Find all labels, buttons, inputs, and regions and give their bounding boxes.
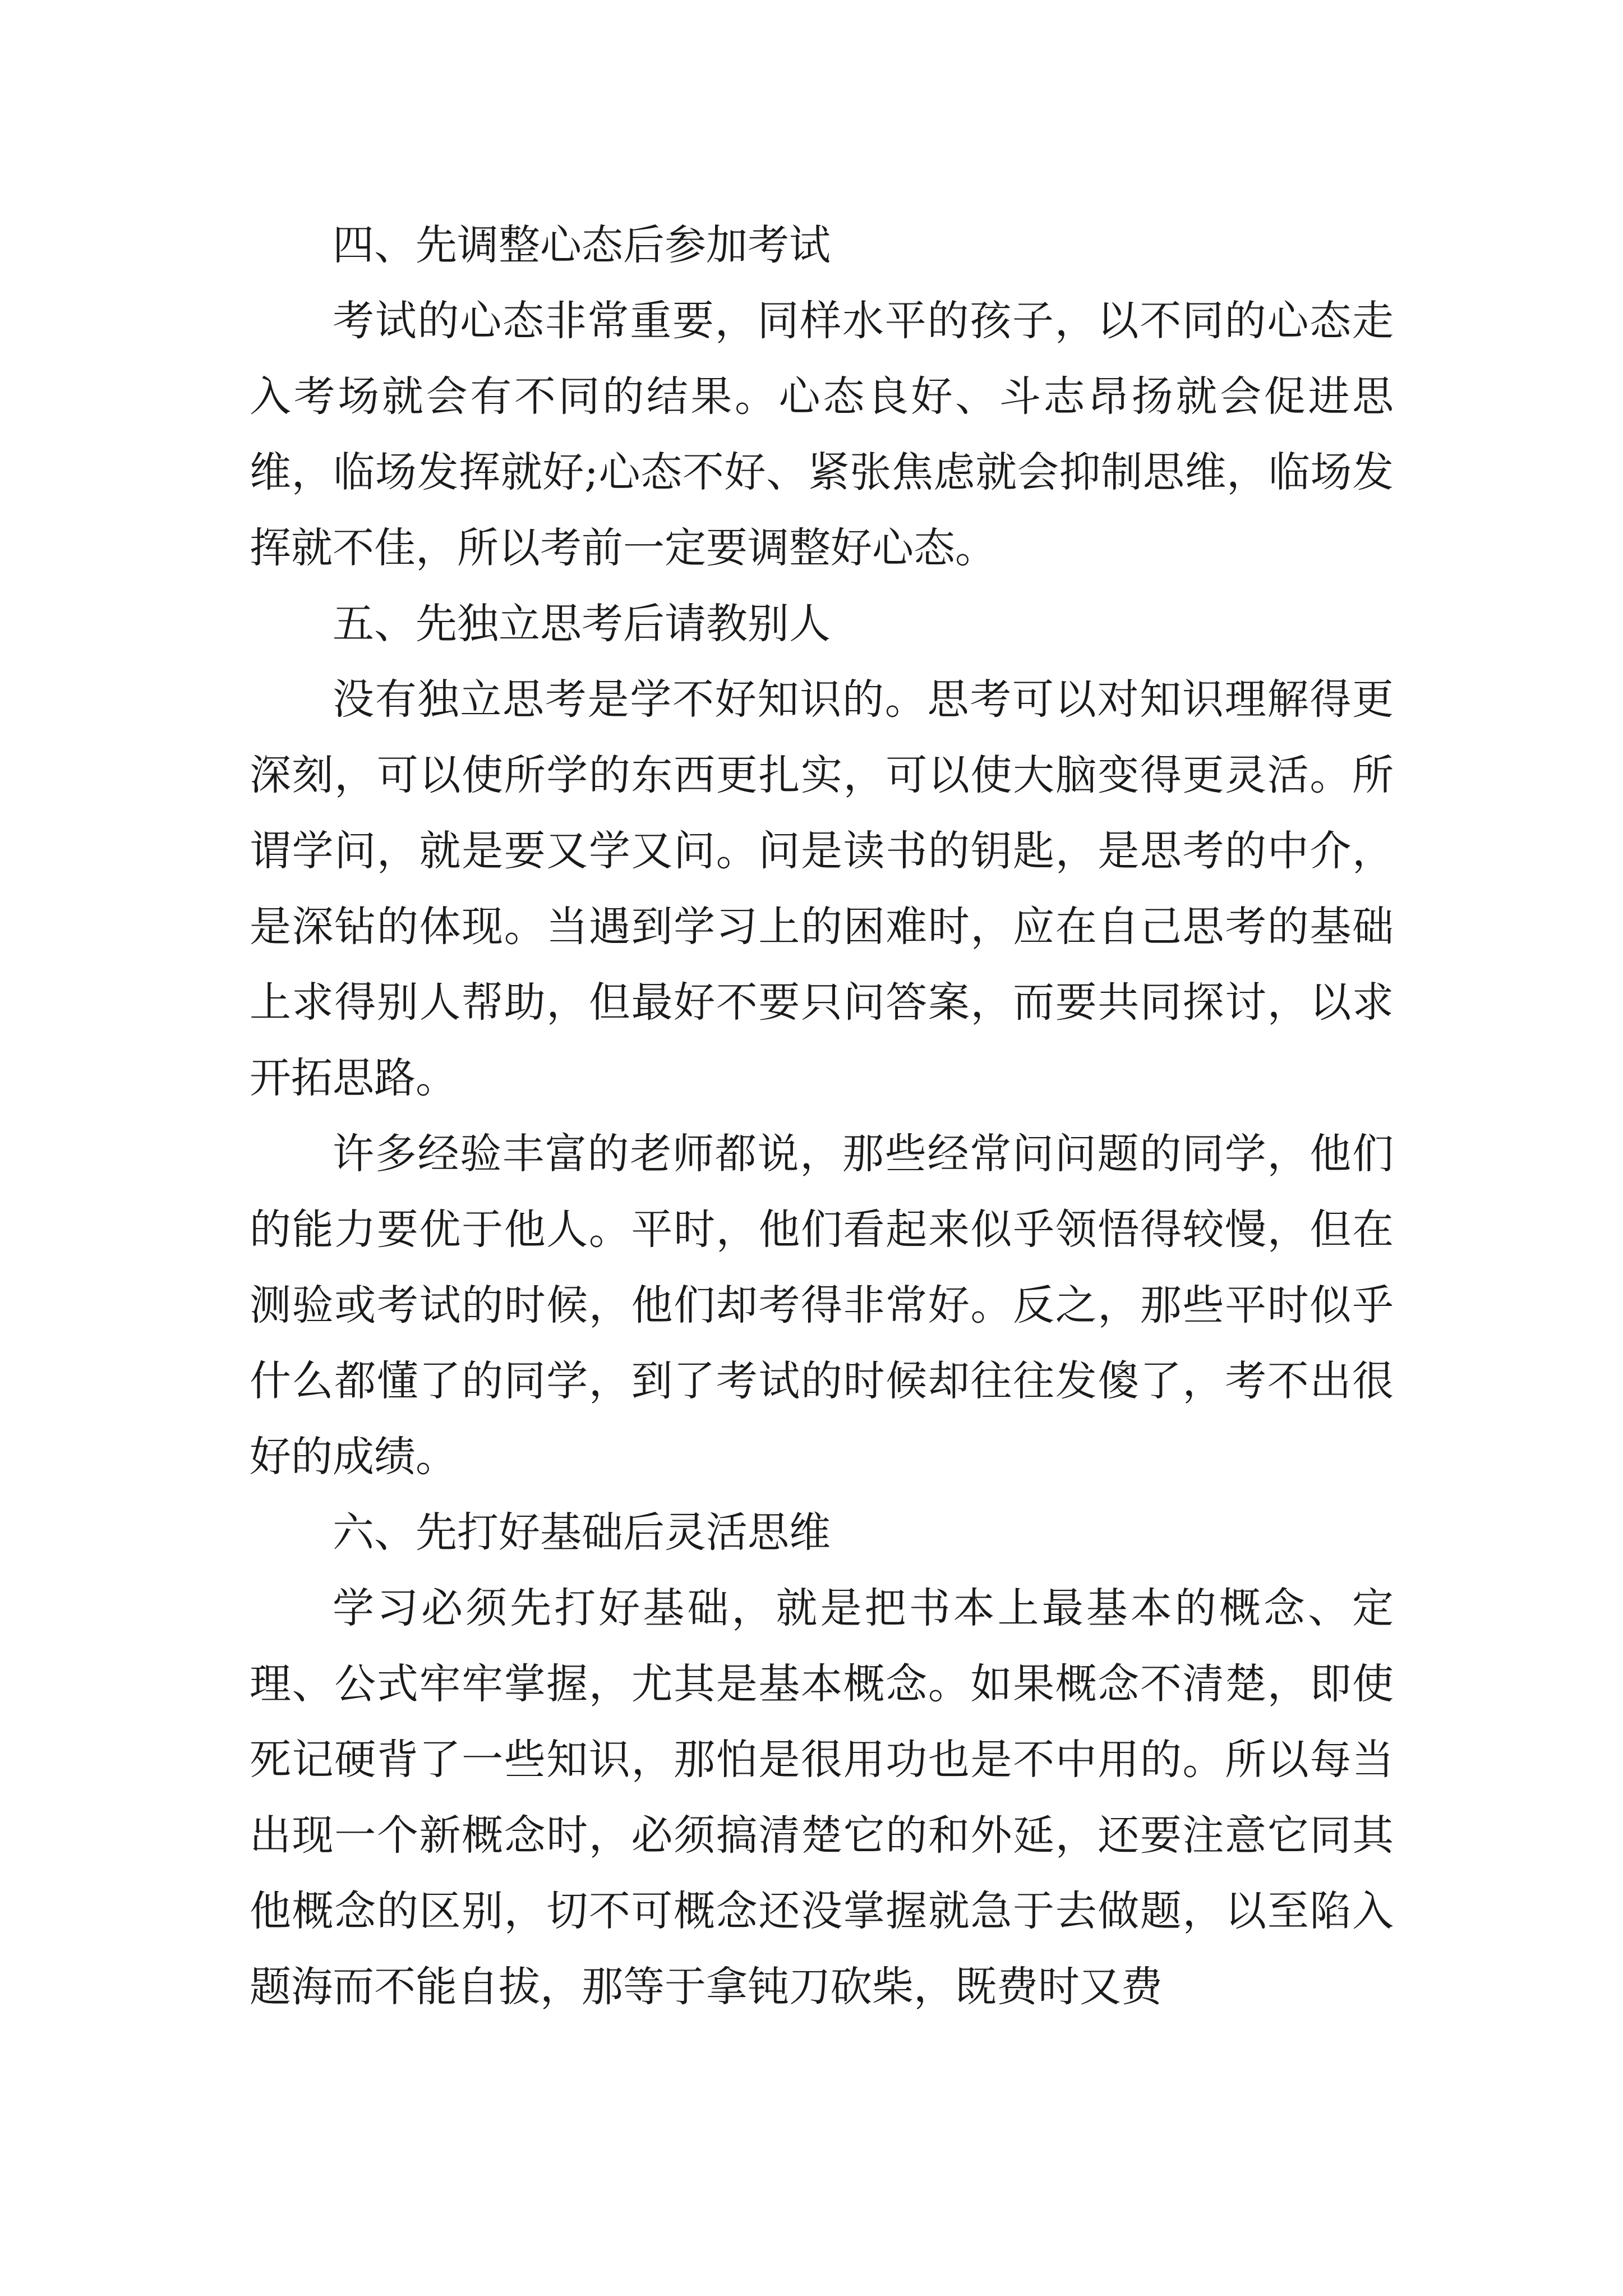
paragraph: 没有独立思考是学不好知识的。思考可以对知识理解得更深刻，可以使所学的东西更扎实，可以使大脑变得更灵活。所谓学问，就是要又学又问。问是读书的钥匙，是思考的中介，是深钻的体现。当遇到学习上的困难时，应在自己思考的基础上求得别人帮助，但最好不要只问答案，而要共同探讨，以求开拓思路。: [250, 675, 1394, 1102]
paragraph: 学习必须先打好基础，就是把书本上最基本的概念、定理、公式牢牢掌握，尤其是基本概念。如果概念不清楚，即使死记硬背了一些知识，那怕是很用功也是不中用的。所以每当出现一个新概念时，必须搞清楚它的和外延，还要注意它同其他概念的区别，切不可概念还没掌握就急于去做题，以至陷入题海而不能自拔，那等于拿钝刀砍柴，既费时又费: [250, 1584, 1394, 2011]
paragraph: 许多经验丰富的老师都说，那些经常问问题的同学，他们的能力要优于他人。平时，他们看起来似乎领悟得较慢，但在测验或考试的时候，他们却考得非常好。反之，那些平时似乎什么都懂了的同学，到了考试的时候却往往发傻了，考不出很好的成绩。: [250, 1130, 1394, 1481]
paragraph: 考试的心态非常重要，同样水平的孩子，以不同的心态走入考场就会有不同的结果。心态良好、斗志昂扬就会促进思维，临场发挥就好;心态不好、紧张焦虑就会抑制思维，临场发挥就不佳，所以考前一定要调整好心态。: [250, 297, 1394, 572]
section-heading-4: 四、先调整心态后参加考试: [333, 221, 831, 269]
section-heading-5: 五、先独立思考后请教别人: [333, 600, 831, 648]
document-body: [250, 208, 1394, 2025]
section-heading-6: 六、先打好基础后灵活思维: [333, 1508, 831, 1557]
